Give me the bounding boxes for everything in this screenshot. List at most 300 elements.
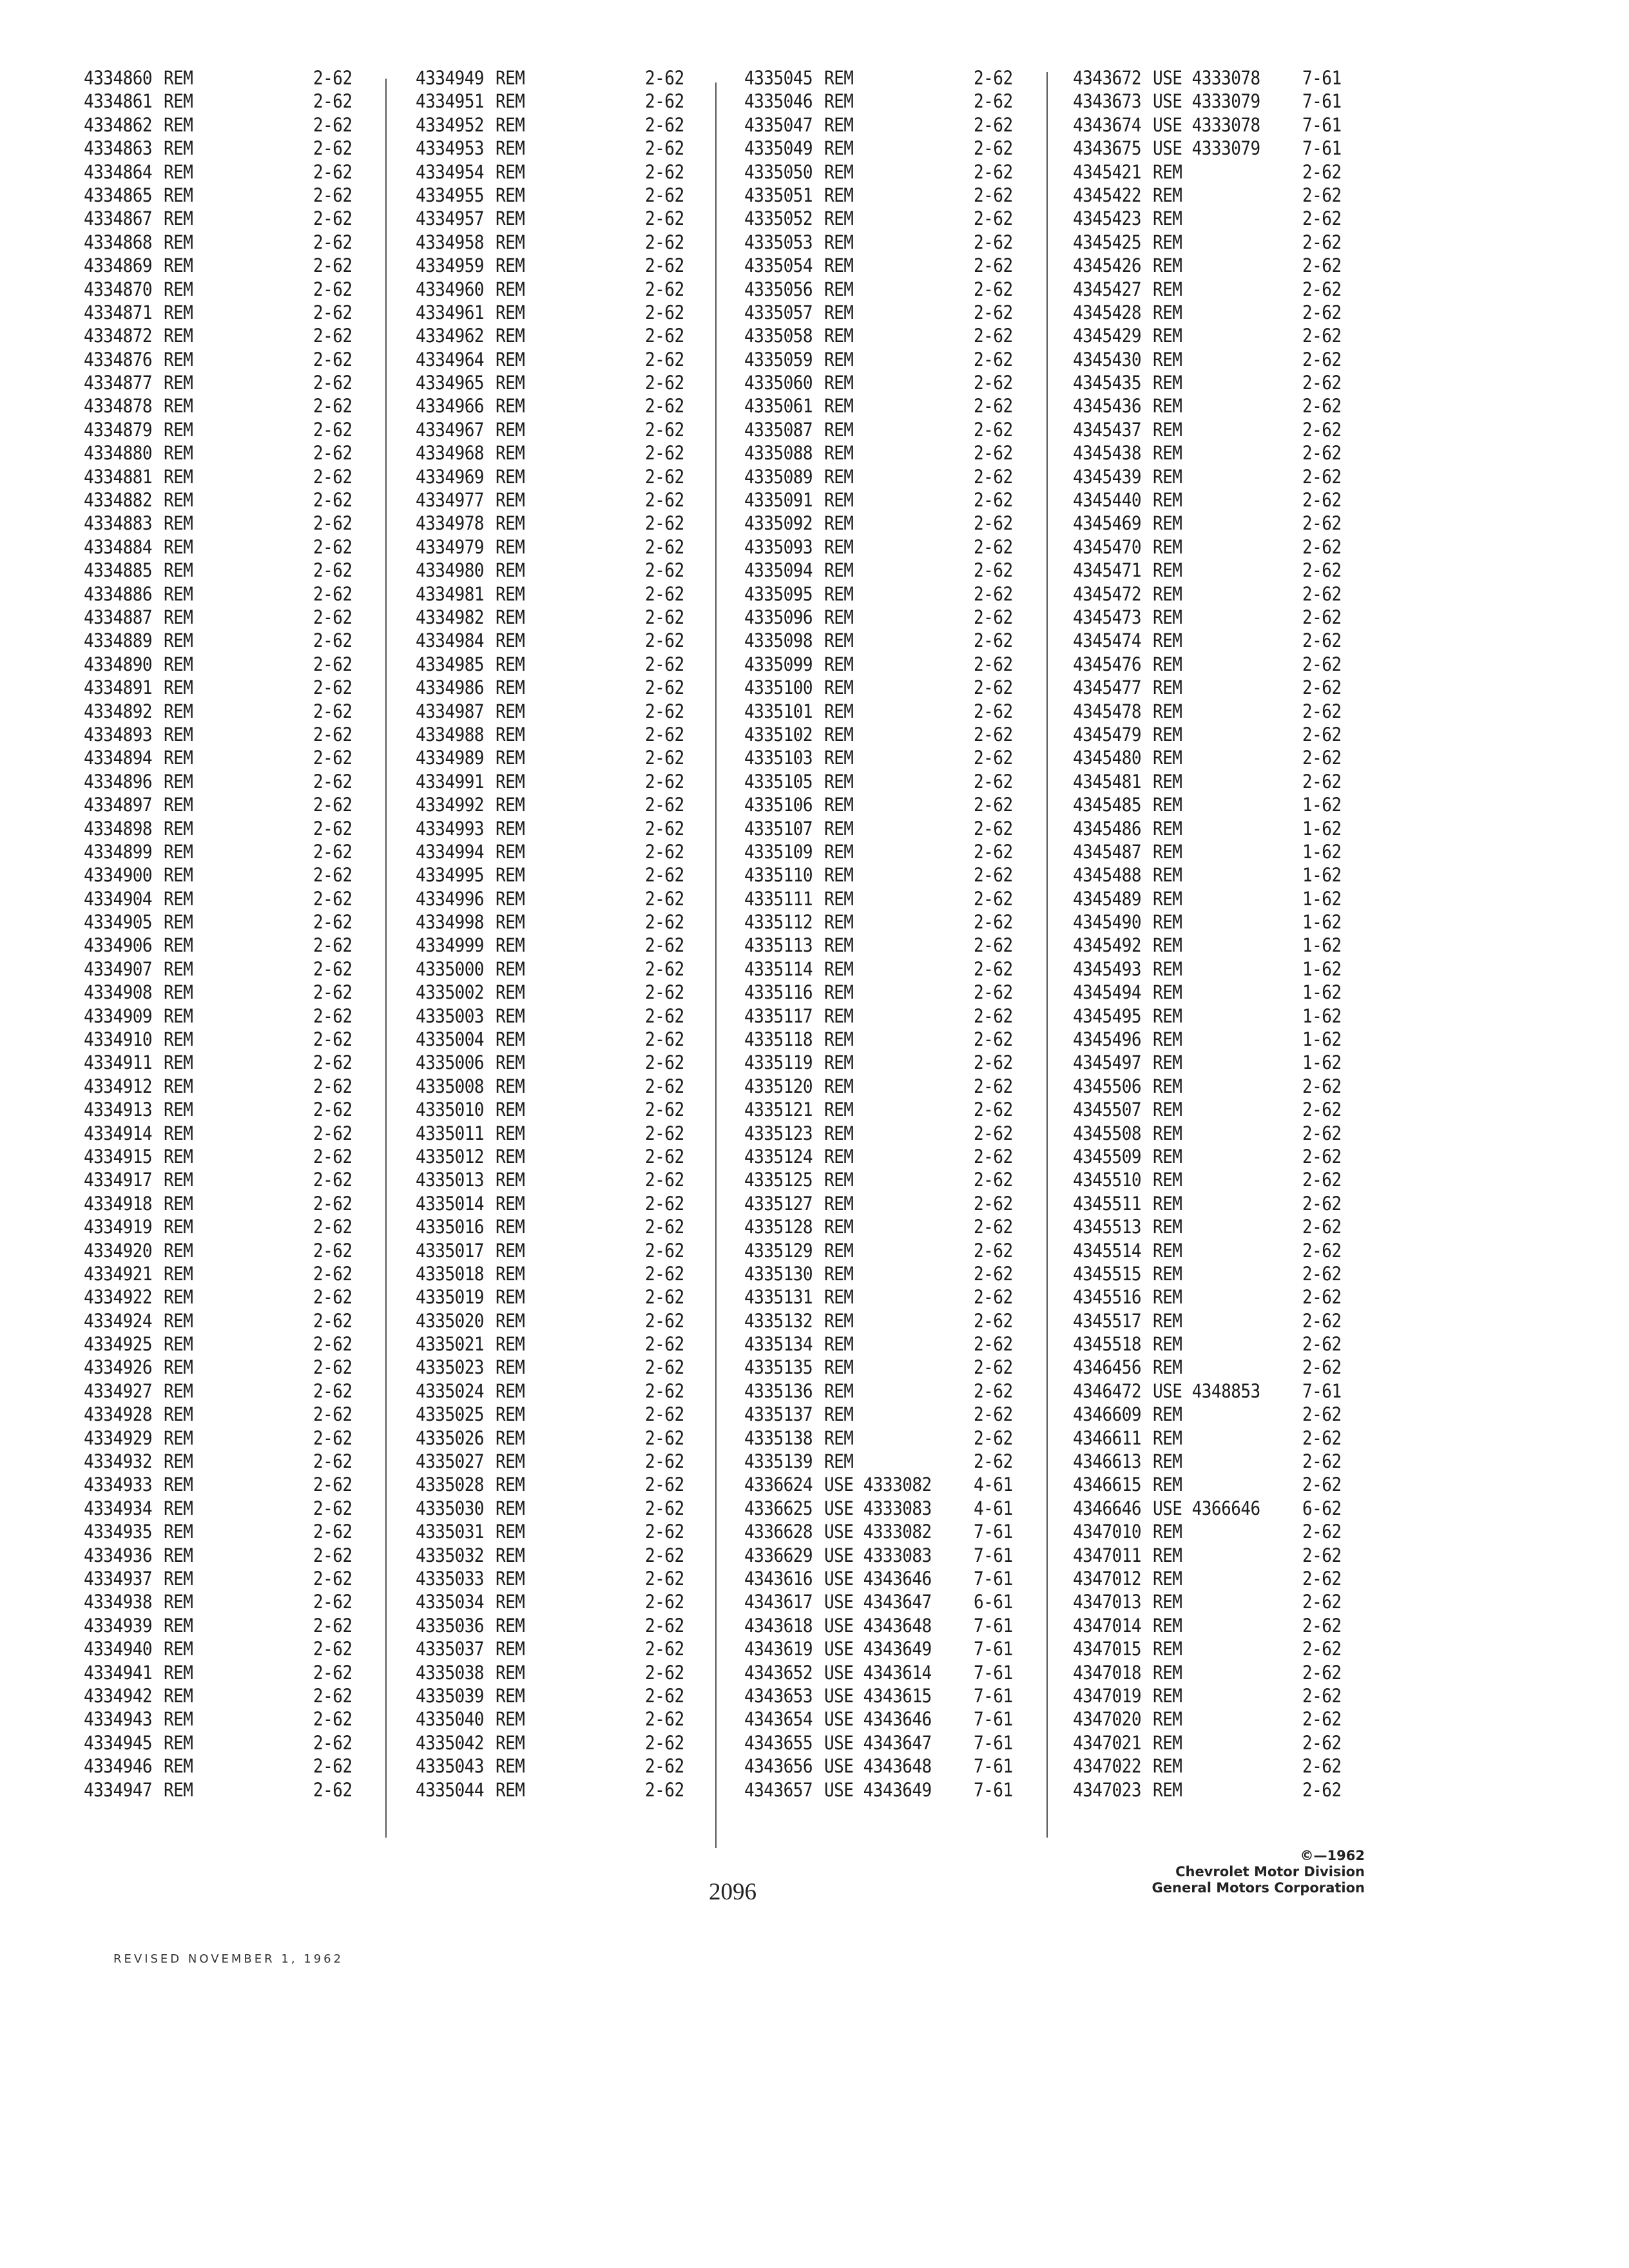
- date-code: 2-62: [1302, 1639, 1342, 1660]
- disposition: REM: [496, 1568, 525, 1590]
- part-row: [1073, 488, 1354, 514]
- part-row: [1073, 276, 1354, 303]
- part-number: 4347022: [1073, 1756, 1142, 1778]
- part-number: 4345435: [1073, 372, 1142, 394]
- part-number: 4334955: [416, 185, 485, 207]
- disposition: REM: [164, 841, 193, 863]
- part-row: [84, 394, 365, 420]
- date-code: 2-62: [645, 747, 684, 770]
- disposition: REM: [164, 1169, 193, 1192]
- date-code: 2-62: [645, 325, 684, 348]
- disposition: REM: [496, 68, 525, 90]
- disposition: REM: [496, 325, 525, 348]
- disposition: REM: [496, 1451, 525, 1473]
- part-number: 4335033: [416, 1568, 485, 1590]
- disposition: REM: [164, 1099, 193, 1121]
- part-number: 4334865: [84, 185, 153, 207]
- part-row: [84, 159, 365, 186]
- part-row: [1073, 370, 1354, 397]
- date-code: 1-62: [1302, 935, 1342, 957]
- part-number: 4345497: [1073, 1052, 1142, 1075]
- part-row: [744, 464, 1025, 490]
- disposition: REM: [496, 349, 525, 371]
- date-code: 2-62: [645, 912, 684, 934]
- disposition: REM: [164, 724, 193, 746]
- disposition: REM: [164, 982, 193, 1004]
- part-row: [744, 370, 1025, 397]
- disposition: REM: [164, 1075, 193, 1098]
- part-row: [84, 1542, 365, 1569]
- part-row: [744, 957, 1025, 983]
- date-code: 2-62: [313, 653, 352, 676]
- date-code: 2-62: [974, 1193, 1013, 1215]
- disposition: REM: [1153, 1075, 1182, 1098]
- date-code: 2-62: [974, 138, 1013, 160]
- date-code: 2-62: [645, 536, 684, 559]
- part-number: 4334946: [84, 1756, 153, 1778]
- disposition: REM: [1153, 1029, 1182, 1051]
- disposition: REM: [164, 1591, 193, 1614]
- disposition: REM: [824, 1427, 854, 1450]
- date-code: 2-62: [974, 208, 1013, 231]
- disposition: REM: [824, 560, 854, 582]
- part-number: 4335101: [744, 700, 813, 723]
- part-row: [84, 933, 365, 959]
- disposition: REM: [824, 1075, 854, 1098]
- date-code: 2-62: [974, 185, 1013, 207]
- part-row: [744, 816, 1025, 842]
- part-number: 4335006: [416, 1052, 485, 1075]
- part-number: 4334919: [84, 1216, 153, 1238]
- date-code: 2-62: [1302, 1451, 1342, 1473]
- part-number: 4334893: [84, 724, 153, 746]
- disposition: REM: [496, 841, 525, 863]
- date-code: 2-62: [645, 278, 684, 301]
- date-code: 2-62: [645, 959, 684, 981]
- date-code: 7-61: [1302, 114, 1342, 137]
- disposition: REM: [164, 1779, 193, 1802]
- disposition: USE 4333078: [1153, 114, 1260, 137]
- part-number: 4335057: [744, 302, 813, 324]
- part-row: [416, 1542, 697, 1569]
- disposition: USE 4333082: [824, 1521, 932, 1543]
- date-code: 2-62: [974, 794, 1013, 816]
- part-row: [416, 1355, 697, 1381]
- disposition: REM: [824, 747, 854, 770]
- disposition: REM: [496, 1686, 525, 1707]
- part-row: [1073, 1074, 1354, 1100]
- part-number: 4334981: [416, 583, 485, 606]
- part-number: 4343674: [1073, 114, 1142, 137]
- part-row: [416, 1191, 697, 1218]
- date-code: 2-62: [313, 560, 352, 582]
- disposition: REM: [824, 700, 854, 723]
- part-number: 4335132: [744, 1310, 813, 1332]
- part-number: 4335103: [744, 747, 813, 770]
- part-number: 4335099: [744, 653, 813, 676]
- part-row: [416, 886, 697, 912]
- date-code: 2-62: [1302, 396, 1342, 418]
- disposition: REM: [496, 1216, 525, 1238]
- part-number: 4335124: [744, 1146, 813, 1168]
- part-number: 4334979: [416, 536, 485, 559]
- disposition: REM: [496, 700, 525, 723]
- part-row: [84, 230, 365, 256]
- division-name: Chevrolet Motor Division: [1175, 1864, 1365, 1879]
- column-divider: [715, 82, 717, 1848]
- date-code: 2-62: [974, 91, 1013, 113]
- date-code: 2-62: [1302, 1216, 1342, 1238]
- part-number: 4345487: [1073, 841, 1142, 863]
- date-code: 2-62: [313, 278, 352, 301]
- date-code: 2-62: [974, 536, 1013, 559]
- part-number: 4335128: [744, 1216, 813, 1238]
- disposition: REM: [496, 1662, 525, 1684]
- part-number: 4334909: [84, 1005, 153, 1028]
- date-code: 2-62: [313, 1427, 352, 1450]
- date-code: 7-61: [1302, 91, 1342, 113]
- date-code: 6-61: [974, 1591, 1013, 1614]
- date-code: 2-62: [645, 982, 684, 1004]
- part-number: 4334960: [416, 278, 485, 301]
- part-row: [84, 1003, 365, 1030]
- date-code: 2-62: [313, 1357, 352, 1379]
- part-number: 4345430: [1073, 349, 1142, 371]
- part-row: [1073, 66, 1354, 92]
- disposition: REM: [1153, 818, 1182, 840]
- disposition: REM: [164, 1216, 193, 1238]
- part-row: [84, 206, 365, 233]
- disposition: REM: [824, 1404, 854, 1427]
- disposition: REM: [496, 466, 525, 488]
- part-row: [744, 652, 1025, 678]
- disposition: REM: [496, 443, 525, 465]
- part-row: [744, 558, 1025, 584]
- part-number: 4334917: [84, 1169, 153, 1192]
- part-number: 4335045: [744, 68, 813, 90]
- disposition: REM: [1153, 1122, 1182, 1145]
- date-code: 2-62: [313, 1615, 352, 1637]
- part-number: 4334920: [84, 1240, 153, 1262]
- parts-column-2: [416, 67, 697, 1802]
- disposition: REM: [496, 771, 525, 793]
- part-number: 4345513: [1073, 1216, 1142, 1238]
- part-row: [1073, 886, 1354, 912]
- date-code: 2-62: [313, 1568, 352, 1590]
- part-row: [744, 418, 1025, 444]
- part-number: 4335018: [416, 1264, 485, 1285]
- part-number: 4334939: [84, 1615, 153, 1637]
- date-code: 2-62: [974, 255, 1013, 277]
- part-number: 4345493: [1073, 959, 1142, 981]
- date-code: 2-62: [313, 1498, 352, 1520]
- date-code: 7-61: [1302, 138, 1342, 160]
- part-row: [1073, 1191, 1354, 1218]
- part-number: 4334986: [416, 677, 485, 699]
- date-code: 2-62: [974, 959, 1013, 981]
- date-code: 2-62: [645, 653, 684, 676]
- part-row: [744, 230, 1025, 256]
- part-row: [1073, 793, 1354, 819]
- disposition: REM: [164, 372, 193, 394]
- part-row: [416, 1332, 697, 1358]
- disposition: REM: [164, 1404, 193, 1427]
- part-number: 4335087: [744, 419, 813, 441]
- part-row: [416, 1660, 697, 1686]
- date-code: 2-62: [1302, 1099, 1342, 1121]
- part-number: 4345476: [1073, 653, 1142, 676]
- date-code: 1-62: [1302, 865, 1342, 887]
- date-code: 2-62: [1302, 349, 1342, 371]
- part-number: 4345474: [1073, 630, 1142, 653]
- part-number: 4334951: [416, 91, 485, 113]
- part-row: [1073, 253, 1354, 280]
- date-code: 2-62: [313, 865, 352, 887]
- disposition: REM: [164, 325, 193, 348]
- disposition: REM: [164, 1498, 193, 1520]
- date-code: 2-62: [645, 1451, 684, 1473]
- part-row: [744, 488, 1025, 514]
- part-row: [416, 159, 697, 186]
- disposition: REM: [164, 1146, 193, 1168]
- part-row: [84, 1566, 365, 1593]
- date-code: 2-62: [974, 1005, 1013, 1028]
- date-code: 2-62: [313, 419, 352, 441]
- date-code: 2-62: [645, 419, 684, 441]
- disposition: REM: [496, 490, 525, 512]
- date-code: 2-62: [313, 1709, 352, 1731]
- part-row: [84, 253, 365, 280]
- part-number: 4343655: [744, 1732, 813, 1754]
- part-row: [744, 1285, 1025, 1311]
- part-number: 4334886: [84, 583, 153, 606]
- part-number: 4334879: [84, 419, 153, 441]
- disposition: REM: [496, 607, 525, 629]
- date-code: 2-62: [313, 912, 352, 934]
- part-row: [416, 1449, 697, 1475]
- part-number: 4335088: [744, 443, 813, 465]
- disposition: REM: [824, 1381, 854, 1403]
- date-code: 2-62: [974, 1287, 1013, 1309]
- part-row: [744, 113, 1025, 139]
- date-code: 2-62: [974, 1357, 1013, 1379]
- part-row: [1073, 1449, 1354, 1475]
- disposition: REM: [824, 888, 854, 910]
- date-code: 2-62: [1302, 466, 1342, 488]
- part-number: 4334934: [84, 1498, 153, 1520]
- part-row: [416, 300, 697, 327]
- date-code: 2-62: [974, 841, 1013, 863]
- part-row: [1073, 1027, 1354, 1053]
- part-row: [1073, 581, 1354, 608]
- disposition: REM: [824, 1122, 854, 1145]
- part-number: 4347012: [1073, 1568, 1142, 1590]
- date-code: 2-62: [974, 1216, 1013, 1238]
- date-code: 2-62: [313, 1404, 352, 1427]
- date-code: 2-62: [645, 396, 684, 418]
- part-number: 4343673: [1073, 91, 1142, 113]
- date-code: 2-62: [645, 1075, 684, 1098]
- part-number: 4345471: [1073, 560, 1142, 582]
- disposition: REM: [824, 607, 854, 629]
- date-code: 2-62: [313, 1732, 352, 1754]
- part-row: [84, 605, 365, 631]
- part-row: [84, 1590, 365, 1616]
- date-code: 2-62: [1302, 583, 1342, 606]
- part-row: [84, 1449, 365, 1475]
- disposition: USE 4343647: [824, 1732, 932, 1754]
- disposition: USE 4343648: [824, 1615, 932, 1637]
- part-row: [744, 793, 1025, 819]
- disposition: REM: [164, 161, 193, 184]
- disposition: REM: [1153, 653, 1182, 676]
- date-code: 2-62: [645, 1029, 684, 1051]
- part-number: 4335107: [744, 818, 813, 840]
- part-row: [744, 1191, 1025, 1218]
- part-row: [744, 347, 1025, 374]
- date-code: 2-62: [645, 466, 684, 488]
- date-code: 2-62: [645, 1052, 684, 1075]
- disposition: REM: [164, 747, 193, 770]
- part-row: [84, 1519, 365, 1546]
- disposition: REM: [164, 1474, 193, 1497]
- date-code: 2-62: [974, 1451, 1013, 1473]
- part-number: 4335039: [416, 1686, 485, 1707]
- part-row: [416, 418, 697, 444]
- part-number: 4334938: [84, 1591, 153, 1614]
- disposition: REM: [496, 302, 525, 324]
- part-number: 4334921: [84, 1264, 153, 1285]
- part-number: 4334942: [84, 1686, 153, 1707]
- date-code: 2-62: [974, 1240, 1013, 1262]
- part-number: 4335137: [744, 1404, 813, 1427]
- part-row: [744, 1402, 1025, 1428]
- date-code: 2-62: [1302, 536, 1342, 559]
- disposition: REM: [824, 396, 854, 418]
- part-number: 4334871: [84, 302, 153, 324]
- part-number: 4334961: [416, 302, 485, 324]
- part-row: [1073, 136, 1354, 162]
- part-row: [84, 816, 365, 842]
- part-number: 4335112: [744, 912, 813, 934]
- part-row: [84, 1660, 365, 1686]
- part-row: [1073, 441, 1354, 467]
- disposition: REM: [824, 255, 854, 277]
- part-number: 4347013: [1073, 1591, 1142, 1614]
- part-row: [1073, 1425, 1354, 1452]
- date-code: 2-62: [313, 1334, 352, 1356]
- part-row: [744, 1332, 1025, 1358]
- part-number: 4334897: [84, 794, 153, 816]
- disposition: REM: [496, 653, 525, 676]
- part-row: [1073, 1496, 1354, 1523]
- part-number: 4335034: [416, 1591, 485, 1614]
- part-number: 4335096: [744, 607, 813, 629]
- date-code: 2-62: [1302, 1686, 1342, 1707]
- part-number: 4334965: [416, 372, 485, 394]
- date-code: 2-62: [645, 513, 684, 535]
- disposition: REM: [1153, 794, 1182, 816]
- disposition: REM: [824, 1216, 854, 1238]
- disposition: USE 4333082: [824, 1474, 932, 1497]
- part-number: 4335011: [416, 1122, 485, 1145]
- part-row: [744, 1238, 1025, 1264]
- disposition: USE 4343649: [824, 1639, 932, 1660]
- part-number: 4345469: [1073, 513, 1142, 535]
- part-number: 4336629: [744, 1544, 813, 1567]
- parts-column-3: [744, 67, 1025, 1802]
- part-number: 4334885: [84, 560, 153, 582]
- part-row: [416, 1050, 697, 1077]
- disposition: REM: [496, 1310, 525, 1332]
- part-row: [416, 230, 697, 256]
- part-row: [744, 910, 1025, 936]
- disposition: REM: [824, 231, 854, 254]
- date-code: 2-62: [974, 747, 1013, 770]
- date-code: 2-62: [645, 1709, 684, 1731]
- part-row: [1073, 1542, 1354, 1569]
- part-number: 4335127: [744, 1193, 813, 1215]
- part-row: [1073, 418, 1354, 444]
- part-row: [1073, 347, 1354, 374]
- part-number: 4334962: [416, 325, 485, 348]
- part-row: [84, 511, 365, 537]
- part-row: [416, 793, 697, 819]
- disposition: USE 4343647: [824, 1591, 932, 1614]
- part-number: 4334987: [416, 700, 485, 723]
- disposition: REM: [164, 1451, 193, 1473]
- date-code: 2-62: [313, 583, 352, 606]
- part-row: [744, 980, 1025, 1006]
- date-code: 2-62: [645, 490, 684, 512]
- part-row: [744, 1262, 1025, 1288]
- part-row: [84, 675, 365, 702]
- part-number: 4334918: [84, 1193, 153, 1215]
- part-row: [744, 1449, 1025, 1475]
- date-code: 2-62: [1302, 607, 1342, 629]
- disposition: REM: [824, 935, 854, 957]
- disposition: REM: [164, 1427, 193, 1450]
- part-row: [1073, 675, 1354, 702]
- disposition: REM: [164, 443, 193, 465]
- disposition: REM: [824, 302, 854, 324]
- part-number: 4334860: [84, 68, 153, 90]
- part-number: 4345494: [1073, 982, 1142, 1004]
- disposition: REM: [1153, 325, 1182, 348]
- part-number: 4334906: [84, 935, 153, 957]
- part-row: [416, 370, 697, 397]
- disposition: REM: [824, 138, 854, 160]
- disposition: REM: [496, 1615, 525, 1637]
- disposition: REM: [1153, 1146, 1182, 1168]
- part-number: 4335046: [744, 91, 813, 113]
- part-row: [1073, 394, 1354, 420]
- disposition: REM: [1153, 630, 1182, 653]
- disposition: REM: [496, 1427, 525, 1450]
- part-number: 4334870: [84, 278, 153, 301]
- disposition: REM: [1153, 1474, 1182, 1497]
- date-code: 7-61: [974, 1568, 1013, 1590]
- date-code: 2-62: [974, 1075, 1013, 1098]
- part-number: 4346613: [1073, 1451, 1142, 1473]
- part-number: 4345488: [1073, 865, 1142, 887]
- part-row: [416, 652, 697, 678]
- date-code: 2-62: [313, 138, 352, 160]
- part-row: [84, 1379, 365, 1405]
- disposition: REM: [164, 536, 193, 559]
- disposition: REM: [496, 1544, 525, 1567]
- part-number: 4335121: [744, 1099, 813, 1121]
